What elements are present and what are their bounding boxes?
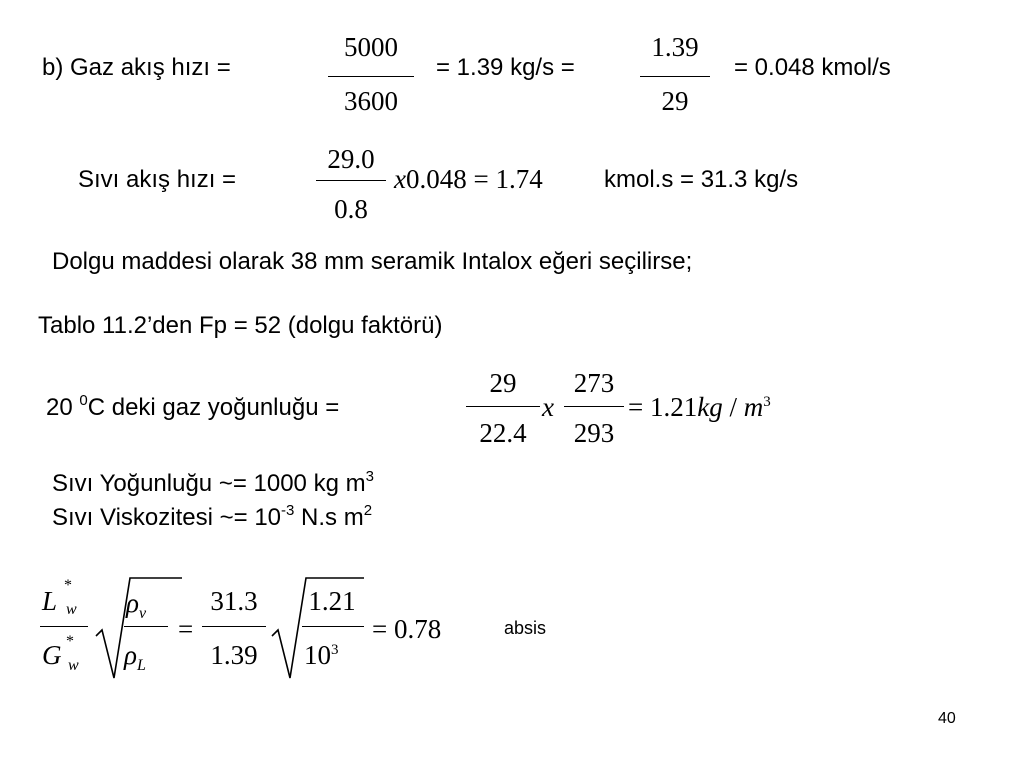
fraction-numerator: 29.0 <box>327 144 375 174</box>
unit-superscript: 3 <box>763 394 771 410</box>
liquid-viscosity-text-b: N.s m <box>294 504 364 531</box>
gas-density-suffix: C deki gaz yoğunluğu = <box>87 394 340 421</box>
fraction-denominator: 29 <box>661 86 689 116</box>
L-superscript: * <box>64 577 72 594</box>
fraction-numerator: 273 <box>573 368 615 398</box>
fraction-bar <box>316 180 386 181</box>
formula-result: = 0.78 <box>372 614 442 644</box>
gas-flow-equals-kg: = 1.39 kg/s = <box>436 54 575 81</box>
L-letter: L <box>42 586 58 616</box>
times-symbol: x <box>394 164 406 194</box>
liquid-viscosity <box>52 504 372 532</box>
fraction-denominator: 22.4 <box>479 418 527 448</box>
sqrt-den-base: 10 <box>304 640 331 670</box>
fraction-denominator: 3600 <box>344 86 398 116</box>
G-letter: G <box>42 640 62 670</box>
fraction-bar <box>124 626 168 627</box>
gas-density-result <box>628 392 771 422</box>
absis-note: absis <box>504 618 547 638</box>
sqrt-denominator <box>304 640 339 670</box>
fraction-numerator: 5000 <box>344 32 398 62</box>
times-symbol: x <box>542 392 554 422</box>
fraction-bar <box>564 406 624 407</box>
liquid-flow-expr: 0.048 = 1.74 <box>405 164 543 194</box>
fraction-numerator: 1.39 <box>651 32 699 62</box>
rho-letter: ρ <box>126 588 139 618</box>
gas-flow-mol-fraction <box>640 32 710 122</box>
liquid-density-text: Sıvı Yoğunluğu ~= 1000 kg m <box>52 470 366 497</box>
liquid-flow-result: kmol.s = 31.3 kg/s <box>604 166 799 193</box>
fraction-denominator: 0.8 <box>334 194 368 224</box>
fraction-numerator: 29 <box>489 368 517 398</box>
fraction-bar <box>302 626 364 627</box>
gas-flow-kmol: = 0.048 kmol/s <box>734 54 891 81</box>
fraction-bar <box>202 626 266 627</box>
sqrt-numerator: 1.21 <box>308 586 356 616</box>
liquid-viscosity-text-a: Sıvı Viskozitesi ~= 10 <box>52 504 282 531</box>
fraction-numerator: 31.3 <box>210 586 258 616</box>
gas-density-value: = 1.21 <box>628 392 698 422</box>
degree-superscript: 0 <box>79 392 88 409</box>
liquid-flow-fraction <box>316 144 386 234</box>
gas-flow-fraction <box>328 32 414 122</box>
fraction-bar <box>40 626 88 627</box>
rho-v-subscript: v <box>138 605 147 622</box>
liquid-density <box>52 470 374 498</box>
G-superscript: * <box>66 633 74 650</box>
rho-letter: ρ <box>124 640 137 670</box>
unit-kg: kg <box>697 392 723 422</box>
equals-sign: = <box>178 614 194 644</box>
rho-L <box>124 640 146 681</box>
liquid-flow-label: Sıvı akış hızı = <box>78 166 237 193</box>
fraction-denominator: 293 <box>573 418 615 448</box>
page-number: 40 <box>938 710 956 727</box>
rho-v <box>126 588 146 629</box>
liquid-viscosity-sup-b: 2 <box>363 502 373 519</box>
gas-flow-label: b) Gaz akış hızı = <box>42 54 231 81</box>
abscissa-formula <box>36 574 526 684</box>
fraction-bar <box>640 76 710 77</box>
liquid-viscosity-sup-a: -3 <box>281 502 295 519</box>
L-symbol <box>42 586 57 616</box>
unit-m: m <box>743 392 764 422</box>
gas-density-fraction-2 <box>564 368 624 458</box>
G-symbol <box>42 640 62 670</box>
G-subscript: w <box>68 657 79 674</box>
L-subscript: w <box>66 601 77 618</box>
packing-statement: Dolgu maddesi olarak 38 mm seramik Intalox eğeri seçilirse; <box>52 248 693 275</box>
gas-density-fraction-1 <box>466 368 540 458</box>
gas-density-label <box>46 394 339 422</box>
sqrt-den-superscript: 3 <box>331 642 339 658</box>
fraction-denominator: 1.39 <box>210 640 258 670</box>
table-reference: Tablo 11.2’den Fp = 52 (dolgu faktörü) <box>38 312 443 339</box>
rho-L-subscript: L <box>136 657 146 674</box>
liquid-density-sup: 3 <box>365 468 374 485</box>
fraction-bar <box>328 76 414 77</box>
fraction-bar <box>466 406 540 407</box>
unit-slash: / <box>729 392 737 422</box>
liquid-flow-expression <box>394 164 543 194</box>
gas-density-prefix: 20 <box>46 394 80 421</box>
